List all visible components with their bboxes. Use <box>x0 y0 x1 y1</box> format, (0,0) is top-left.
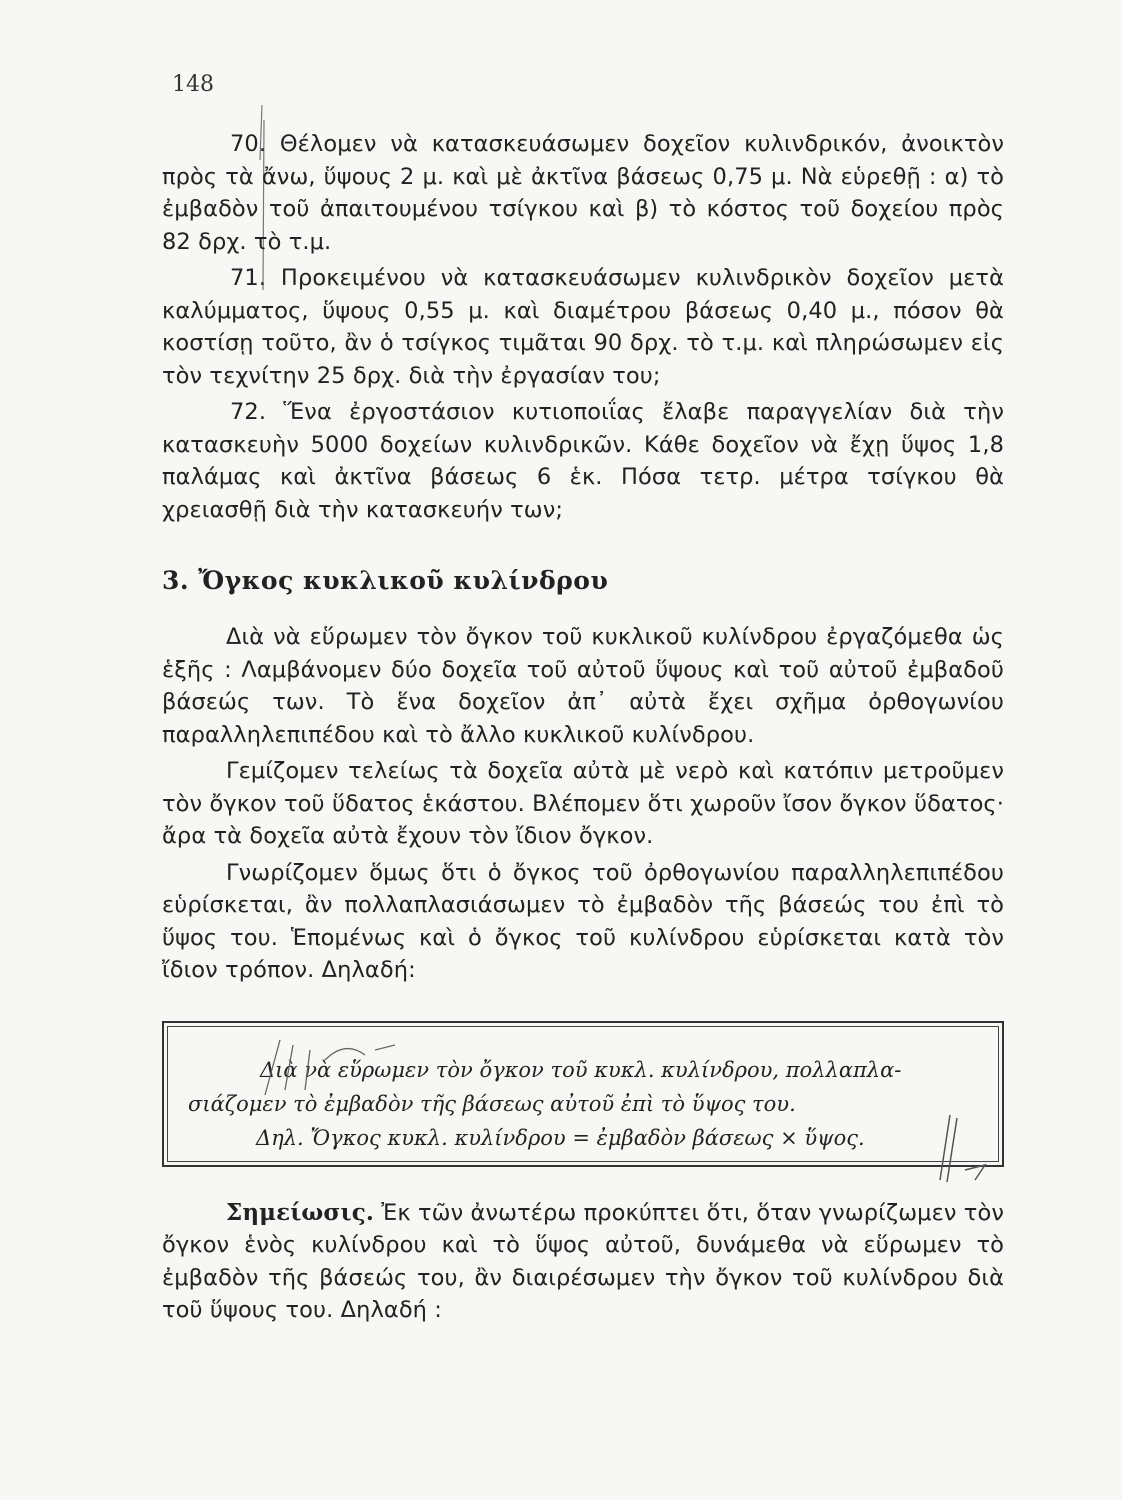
page-content <box>162 128 1004 1331</box>
exercise-72: 72. Ἕνα ἐργοστάσιον κυτιοποιΐας ἔλαβε παραγγελίαν διὰ τὴν κατασκευὴν 5000 δοχείων κυλινδρικῶν. Κάθε δοχεῖον νὰ ἔχῃ ὕψος 1,8 παλάμας καὶ ἀκτῖνα βάσεως 6 ἑκ. Πόσα τετρ. μέτρα τσίγκου θὰ χρειασθῇ διὰ τὴν κατασκευήν των; <box>162 399 1004 523</box>
note-text: Ἐκ τῶν ἀνωτέρω προκύπτει ὅτι, ὅταν γνωρίζωμεν τὸν ὄγκον ἑνὸς κυλίνδρου καὶ τὸ ὕψος αὐτοῦ, δυνάμεθα νὰ εὕρωμεν τὸ ἐμβαδὸν τῆς βάσεώς του, ἂν διαιρέσωμεν τὴν ὄγκον τοῦ κυλίνδρου διὰ τοῦ ὕψους του. Δηλαδή : <box>162 1199 1004 1323</box>
exercise-71: 71. Προκειμένου νὰ κατασκευάσωμεν κυλινδρικὸν δοχεῖον μετὰ καλύμματος, ὕψους 0,55 μ. καὶ διαμέτρου βάσεως 0,40 μ., πόσον θὰ κοστίσῃ τοῦτο, ἂν ὁ τσίγκος τιμᾶται 90 δρχ. τὸ τ.μ. καὶ πληρώσωμεν εἰς τὸν τεχνίτην 25 δρχ. διὰ τὴν ἐργασίαν του; <box>162 265 1004 389</box>
rule-line-3: Δηλ. Ὄγκος κυκλ. κυλίνδρου = ἐμβαδὸν βάσεως × ὕψος. <box>256 1125 865 1150</box>
note-paragraph <box>162 1197 1004 1327</box>
body-paragraph-3: Γνωρίζομεν ὅμως ὅτι ὁ ὄγκος τοῦ ὀρθογωνίου παραλληλεπιπέδου εὑρίσκεται, ἂν πολλαπλασιάσωμεν τὸ ἐμβαδὸν τῆς βάσεώς του ἐπὶ τὸ ὕψος του. Ἑπομένως καὶ ὁ ὄγκος τοῦ κυλίνδρου εὑρίσκεται κατὰ τὸν ἴδιον τρόπον. Δηλαδή: <box>162 859 1004 983</box>
rule-line-1: Διὰ νὰ εὕρωμεν τὸν ὄγκον τοῦ κυκλ. κυλίνδρου, πολλαπλα- <box>260 1057 902 1082</box>
page-number: 148 <box>172 72 214 97</box>
rule-line-2: σιάζομεν τὸ ἐμβαδὸν τῆς βάσεως αὐτοῦ ἐπὶ τὸ ὕψος του. <box>188 1091 796 1116</box>
rule-box <box>162 1021 1004 1167</box>
section-heading: 3. Ὄγκος κυκλικοῦ κυλίνδρου <box>162 566 609 595</box>
body-paragraph-1: Διὰ νὰ εὕρωμεν τὸν ὄγκον τοῦ κυκλικοῦ κυλίνδρου ἐργαζόμεθα ὡς ἑξῆς : Λαμβάνομεν δύο δοχεῖα τοῦ αὐτοῦ ὕψους καὶ τοῦ αὐτοῦ ἐμβαδοῦ βάσεώς των. Τὸ ἕνα δοχεῖον ἀπ᾽ αὐτὰ ἔχει σχῆμα ὀρθογωνίου παραλληλεπιπέδου καὶ τὸ ἄλλο κυκλικοῦ κυλίνδρου. <box>162 624 1004 748</box>
note-label: Σημείωσις. <box>226 1198 374 1226</box>
body-paragraph-2: Γεμίζομεν τελείως τὰ δοχεῖα αὐτὰ μὲ νερὸ καὶ κατόπιν μετροῦμεν τὸν ὄγκον τοῦ ὕδατος ἑκάστου. Βλέπομεν ὅτι χωροῦν ἴσον ὄγκον ὕδατος· ἄρα τὰ δοχεῖα αὐτὰ ἔχουν τὸν ἴδιον ὄγκον. <box>162 758 1004 849</box>
exercise-70: 70. Θέλομεν νὰ κατασκευάσωμεν δοχεῖον κυλινδρικόν, ἀνοικτὸν πρὸς τὰ ἄνω, ὕψους 2 μ. καὶ μὲ ἀκτῖνα βάσεως 0,75 μ. Νὰ εὑρεθῇ : α) τὸ ἐμβαδὸν τοῦ ἀπαιτουμένου τσίγκου καὶ β) τὸ κόστος τοῦ δοχείου πρὸς 82 δρχ. τὸ τ.μ. <box>162 131 1004 255</box>
